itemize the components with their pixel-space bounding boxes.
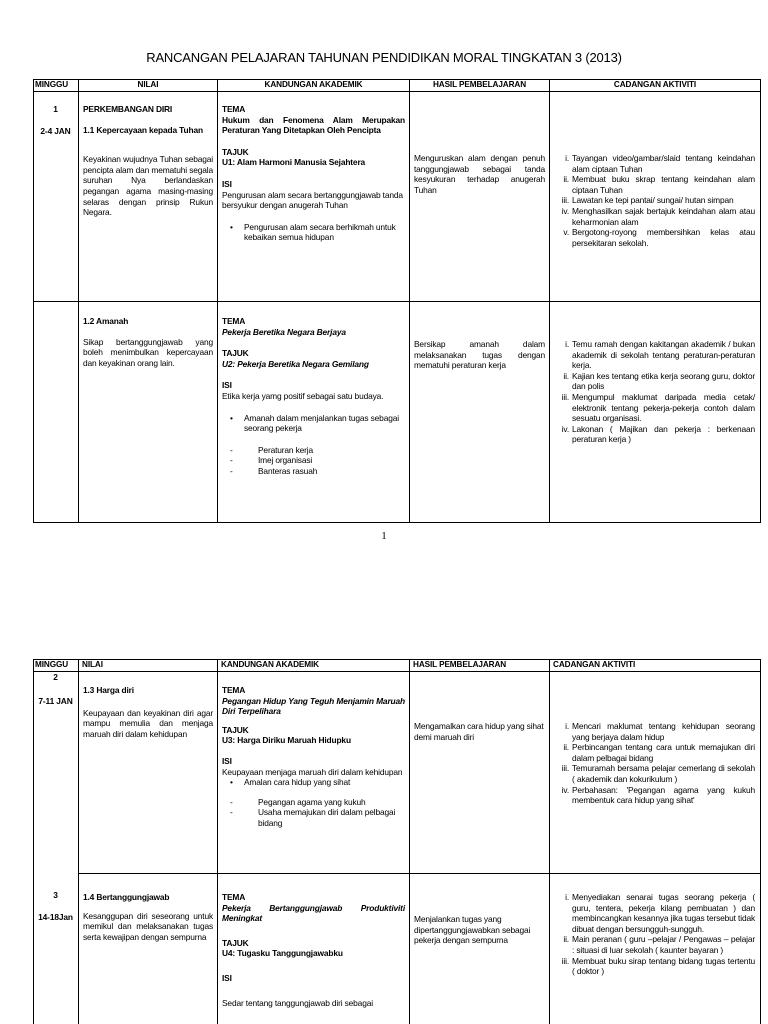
activity-number: iv.	[561, 423, 569, 434]
activity-text: Temu ramah dengan kakitangan akademik / bukan akademik di sekolah tentang peraturan-peraturan kerja.	[572, 339, 755, 371]
learning-outcome: Menguruskan alam dengan penuh tanggungjawab sebagai tanda kesyukuran terhadap anugerah Tuhan	[414, 153, 545, 195]
activities-list	[554, 153, 755, 248]
activity-text: Membuat buku sirap tentang bidang tugas tertentu ( doktor )	[572, 955, 755, 977]
tajuk-text: U2: Pekerja Beretika Negara Gemilang	[222, 358, 369, 369]
value-cell	[83, 892, 213, 942]
header-cadangan-aktiviti: CADANGAN AKTIVITI	[613, 80, 697, 89]
page-2-table	[33, 659, 761, 1024]
dash-item: - Peraturan kerja	[230, 444, 314, 455]
bullet-item: • Pengurusan alam secara berhikmah untuk kebaikan semua hidupan	[230, 221, 396, 243]
activity-text: Tayangan video/gambar/slaid tentang keindahan alam ciptaan Tuhan	[572, 153, 755, 174]
tema-label: TEMA	[222, 316, 246, 326]
academic-content-cell	[222, 892, 405, 1008]
activity-number: iii.	[561, 195, 569, 206]
activity-number: ii.	[563, 370, 569, 381]
activity-item	[554, 956, 755, 977]
activity-text: Mencari maklumat tentang kehidupan seorang yang berjaya dalam hidup	[572, 721, 755, 742]
value-description: Keyakinan wujudnya Tuhan sebagai pencipta alam dan mematuhi segala suruhan Nya berlandaskan pegangan agama masing-masing selaras dengan prinsip Rukun Negara.	[83, 154, 213, 218]
area-title: PERKEMBANGAN DIRI	[83, 104, 173, 114]
dash-item: - Banteras rasuah	[230, 465, 318, 476]
activity-number: i.	[565, 721, 569, 731]
tajuk-label: TAJUK	[222, 937, 249, 948]
week-number: 1	[53, 104, 58, 114]
activity-text: Temuramah bersama pelajar cemerlang di sekolah ( akademik dan kokurikulum )	[572, 763, 755, 784]
page-number: 1	[381, 530, 387, 542]
tema-label: TEMA	[222, 685, 246, 695]
tema-text: Pekerja Bertanggungjawab Produktiviti Meningkat	[222, 902, 405, 924]
tajuk-label: TAJUK	[222, 348, 249, 359]
activity-text: Bergotong-royong membersihkan kelas atau persekitaran sekolah.	[572, 227, 755, 248]
tajuk-text: U1: Alam Harmoni Manusia Sejahtera	[222, 157, 366, 168]
activity-number: ii.	[563, 174, 569, 185]
isi-label: ISI	[222, 972, 232, 983]
header-nilai: NILAI	[82, 660, 103, 669]
activity-item	[554, 153, 755, 174]
activity-item	[554, 339, 755, 371]
activity-item	[554, 195, 755, 206]
activity-number: v.	[563, 227, 569, 238]
tema-label: TEMA	[222, 104, 246, 114]
activity-item	[554, 934, 755, 955]
value-cell	[83, 685, 213, 739]
learning-outcome: Menjalankan tugas yang dipertanggungjawabkan sebagai pekerja dengan sempurna	[414, 914, 531, 946]
header-kandungan-akademik: KANDUNGAN AKADEMIK	[221, 660, 319, 669]
header-cadangan-aktiviti: CADANGAN AKTIVITI	[553, 660, 636, 669]
activities-list	[554, 339, 755, 445]
value-description: Sikap bertanggungjawab yang boleh menimbulkan kepercayaan dan keyakinan orang lain.	[83, 336, 213, 368]
tajuk-label: TAJUK	[222, 146, 249, 157]
activity-item	[554, 892, 755, 934]
tajuk-text: U4: Tugasku Tanggungjawabku	[222, 948, 343, 959]
activity-item	[554, 721, 755, 742]
dash-item: - Pegangan agama yang kukuh	[230, 796, 366, 807]
activity-text: Main peranan ( guru –pelajar / Pengawas – pelajar : situasi di luar sekolah ( kaunter bayaran )	[572, 934, 755, 955]
activity-number: iii.	[561, 391, 569, 402]
header-nilai: NILAI	[137, 80, 159, 89]
activity-number: iii.	[561, 763, 569, 774]
week-number: 2	[53, 672, 58, 682]
header-kandungan-akademik: KANDUNGAN AKADEMIK	[264, 80, 363, 89]
tajuk-text: U3: Harga Diriku Maruah Hidupku	[222, 735, 351, 746]
dash-item: - Usaha memajukan diri dalam pelbagai bidang	[230, 807, 396, 828]
academic-content-cell	[222, 316, 405, 477]
activity-number: i.	[565, 339, 569, 349]
tema-text: Pegangan Hidup Yang Teguh Menjamin Maruah Diri Terpelihara	[222, 695, 405, 717]
value-description: Keupayaan dan keyakinan diri agar mampu memulia dan menjaga maruah diri dalam kehidupan	[83, 707, 213, 739]
activity-number: iv.	[561, 205, 569, 216]
activity-item	[554, 392, 755, 424]
dash-item: - Imej organisasi	[230, 455, 313, 466]
value-title: 1.1 Kepercayaan kepada Tuhan	[83, 124, 203, 135]
activity-text: Menyediakan senarai tugas seorang pekerja ( guru, tentera, pekerja kilang pembuatan ) dan membincangkan kesannya jika tugas tersebut tidak dibuat dengan bersungguh-sungguh.	[572, 892, 755, 934]
activity-number: ii.	[563, 934, 569, 945]
activity-text: Mengumpul maklumat daripada media cetak/ elektronik tentang pekerja-pekerja contoh dalam sesuatu organisasi.	[572, 391, 755, 424]
academic-content-cell	[222, 104, 405, 243]
isi-text: Etika kerja yamg positif sebagai satu budaya.	[222, 390, 384, 401]
tajuk-label: TAJUK	[222, 724, 249, 735]
value-cell	[83, 316, 213, 368]
activity-item	[554, 371, 755, 392]
activity-item	[554, 174, 755, 195]
header-minggu: MINGGU	[35, 80, 69, 89]
isi-label: ISI	[222, 755, 232, 766]
tema-text: Hukum dan Fenomena Alam Merupakan Peraturan Yang Ditetapkan Oleh Pencipta	[222, 114, 405, 136]
week-dates: 7-11 JAN	[38, 696, 73, 706]
activity-item	[554, 424, 755, 445]
value-description: Kesanggupan diri seseorang untuk memikul dan melaksanakan tugas serta kewajipan dengan sempurna	[83, 910, 213, 942]
isi-text: Pengurusan alam secara bertanggungjawab tanda bersyukur dengan anugerah Tuhan	[222, 189, 403, 211]
header-hasil-pembelajaran: HASIL PEMBELAJARAN	[413, 660, 507, 669]
week-dates: 2-4 JAN	[40, 126, 71, 136]
value-cell	[83, 104, 213, 218]
learning-outcome: Mengamalkan cara hidup yang sihat demi maruah diri	[414, 721, 544, 742]
activity-text: Menghasilkan sajak bertajuk keindahan alam atau keharmonian alam	[572, 205, 755, 227]
activity-number: ii.	[563, 742, 569, 753]
activity-text: Perbahasan: 'Pegangan agama yang kukuh membentuk cara hidup yang sihat'	[572, 784, 755, 806]
week-number: 3	[53, 890, 58, 900]
activity-number: iv.	[561, 784, 569, 795]
bullet-item: • Amalan cara hidup yang sihat	[230, 777, 351, 788]
activity-item	[554, 785, 755, 806]
activity-text: Perbincangan tentang cara untuk memajukan diri dalam pelbagai bidang	[572, 742, 755, 763]
academic-content-cell	[222, 685, 405, 829]
learning-outcome: Bersikap amanah dalam melaksanakan tugas dengan mematuhi peraturan kerja	[414, 339, 545, 371]
page-1-table	[33, 79, 761, 523]
isi-text: Keupayaan menjaga maruah diri dalam kehidupan	[222, 766, 403, 777]
header-minggu: MINGGU	[35, 660, 69, 669]
isi-label: ISI	[222, 178, 232, 189]
activity-item	[554, 763, 755, 784]
activity-item	[554, 227, 755, 248]
week-dates: 14-18Jan	[38, 912, 73, 922]
activity-text: Lakonan ( Majikan dan pekerja : berkenaan peraturan kerja )	[572, 423, 755, 445]
activity-number: i.	[565, 153, 569, 163]
isi-text: Sedar tentang tanggungjawab diri sebagai	[222, 997, 373, 1008]
activity-text: Lawatan ke tepi pantai/ sungai/ hutan simpan	[572, 195, 734, 206]
bullet-item: • Amanah dalam menjalankan tugas sebagai seorang pekerja	[230, 412, 399, 434]
activities-list	[554, 721, 755, 806]
activity-item	[554, 742, 755, 763]
value-title: 1.3 Harga diri	[83, 685, 134, 695]
activity-text: Membuat buku skrap tentang keindahan alam ciptaan Tuhan	[572, 174, 755, 195]
header-hasil-pembelajaran: HASIL PEMBELAJARAN	[432, 80, 527, 89]
isi-label: ISI	[222, 380, 232, 391]
activity-number: i.	[565, 892, 569, 902]
document-title: RANCANGAN PELAJARAN TAHUNAN PENDIDIKAN MORAL TINGKATAN 3 (2013)	[146, 50, 622, 65]
value-title: 1.2 Amanah	[83, 316, 129, 326]
activity-number: iii.	[561, 955, 569, 966]
tema-label: TEMA	[222, 892, 246, 902]
activity-item	[554, 206, 755, 227]
tema-text: Pekerja Beretika Negara Berjaya	[222, 326, 346, 337]
value-title: 1.4 Bertanggungjawab	[83, 892, 170, 902]
activity-text: Kajian kes tentang etika kerja seorang guru, doktor dan polis	[572, 370, 755, 392]
activities-list	[554, 892, 755, 977]
